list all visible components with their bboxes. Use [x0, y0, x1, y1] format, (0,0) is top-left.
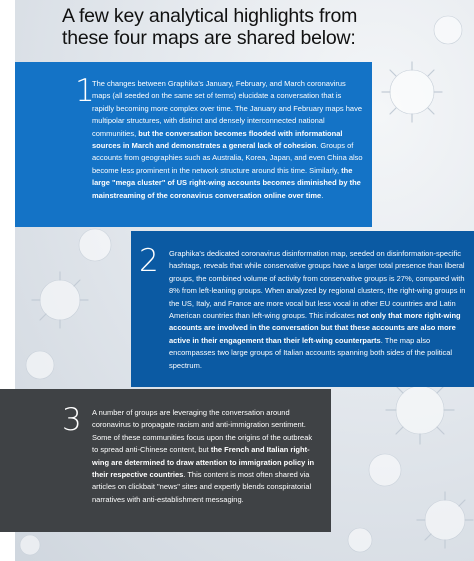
highlight-number-1: 1 — [75, 73, 95, 109]
highlight-panel-1 — [15, 62, 372, 227]
highlight-text-3 — [92, 407, 317, 506]
highlight-panel-2 — [131, 231, 474, 387]
highlight-2-emphasis: not only that more right-wing accounts are involved in the conversation but that these accounts are also more active in their engagement than their left-wing counterparts — [169, 311, 461, 345]
highlight-text-1 — [92, 78, 364, 202]
page-heading-line-1: A few key analytical highlights from — [62, 5, 358, 27]
highlight-panel-3 — [0, 389, 331, 532]
highlight-1-emphasis: but the conversation becomes flooded with informational sources in March and demonstrates a general lack of cohesion — [92, 128, 343, 151]
highlight-2-run: Graphika's dedicated coronavirus disinformation map, seeded on disinformation-specific hashtags, reveals that while conservative groups have a larger total presence than liberal groups, the combined volume of activity from conservative groups is 27%, compared with 8% from left-leaning groups. When analyzed by regional clusters, the right-wing groups in the US, Italy, and France are more vocal but less vocal in other EU countries and Latin American countries than left-wing groups. This indicates — [169, 249, 466, 321]
highlight-3-run: A number of groups are leveraging the conversation around coronavirus to propagate racism and anti-immigration sentiment. Some of these communities focus upon the origins of the outbreak to spread anti-Chinese content, but — [92, 408, 313, 455]
highlight-1-run: The changes between Graphika's January, February, and March coronavirus maps (all seeded on the same set of terms) elucidate a conversation that is rapidly becoming more complex over time. The January and February maps have multipolar structures, with distinct and densely interconnected national communities, — [92, 79, 362, 138]
highlight-number-3: 3 — [62, 402, 82, 438]
highlight-3-run: . This content is most often shared via articles on clickbait "news" sites and expertly blends conspiratorial narratives with anti-establishment messaging. — [92, 470, 312, 504]
highlight-1-run: . — [321, 190, 324, 200]
highlight-1-run: . Groups of accounts from geographies such as Australia, Korea, Japan, and even China also become less prominent in the network structure around this time. Similarly, — [92, 141, 363, 175]
highlight-2-run: . The map also encompasses two large groups of Italian accounts spanning both sides of the political spectrum. — [169, 335, 453, 370]
highlight-text-2 — [169, 248, 474, 372]
page-heading — [62, 5, 462, 49]
highlight-3-emphasis: the French and Italian right-wing are determined to draw attention to immigration policy in their respective countries — [92, 445, 315, 480]
page-heading-line-2: these four maps are shared below: — [62, 27, 356, 49]
highlight-1-emphasis: the large "mega cluster" of US right-wing accounts becomes diminished by the mainstreaming of the coronavirus conversation online over time — [92, 165, 361, 200]
highlight-number-2: 2 — [139, 243, 159, 279]
